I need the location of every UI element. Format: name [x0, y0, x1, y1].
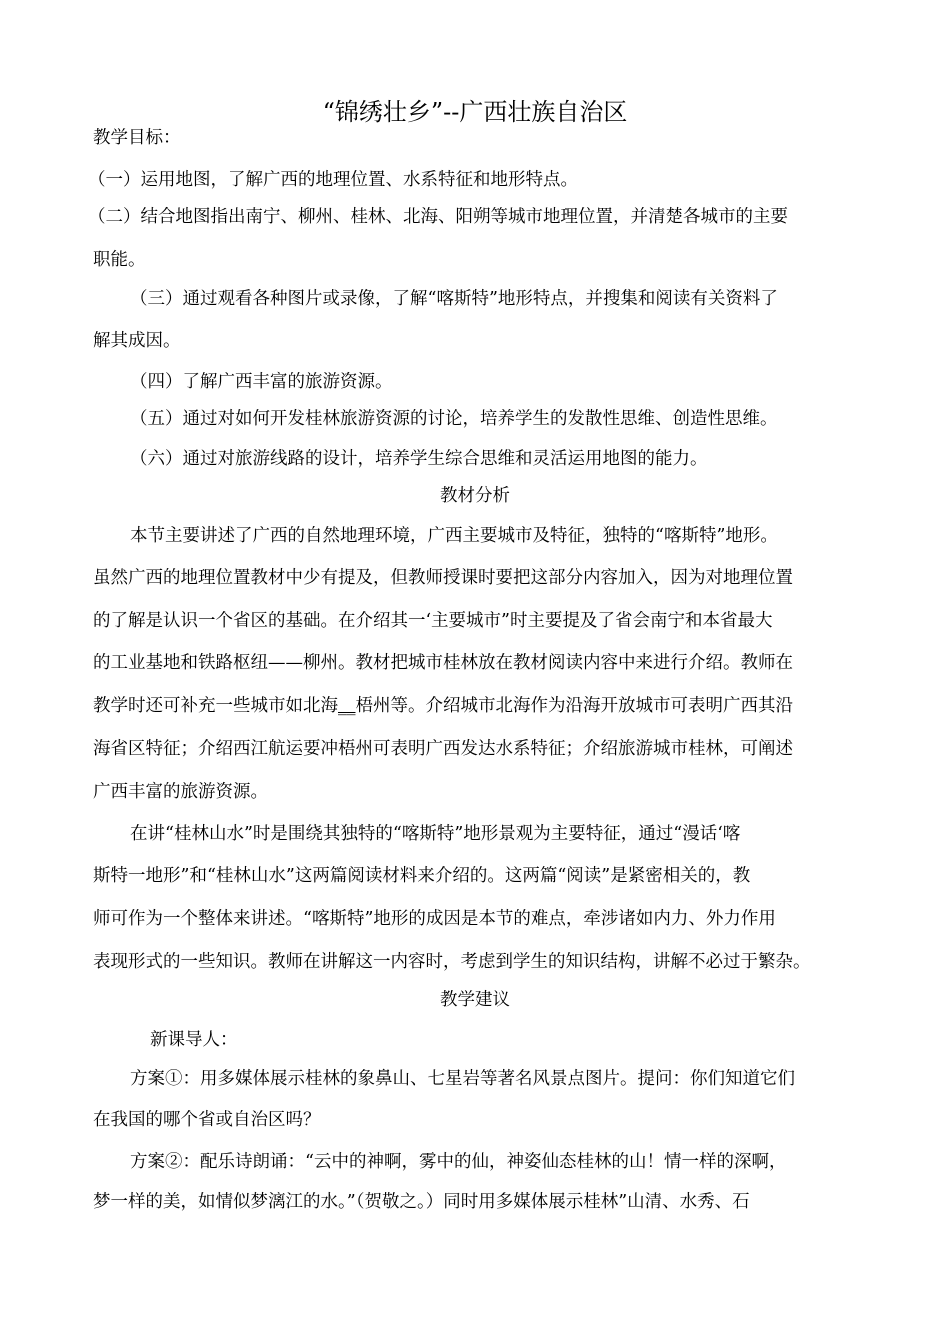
objective-item: 职能。: [93, 250, 146, 270]
analysis-line: 的了解是认识一个省区的基础。在介绍其一‘主要城市”时主要提及了省会南宁和本省最大: [93, 611, 773, 631]
objective-item: （五）通过对如何开发桂林旅游资源的讨论，培养学生的发散性思维、创造性思维。: [130, 409, 778, 429]
analysis-line: 本节主要讲述了广西的自然地理环境，广西主要城市及特征，独特的“喀斯特”地形。: [130, 526, 778, 546]
analysis-line: 在讲“桂林山水”时是围绕其独特的“喀斯特”地形景观为主要特征，通过“漫话‘喀: [130, 824, 741, 844]
suggestion-line: 方案①：用多媒体展示桂林的象鼻山、七星岩等著名风景点图片。提问：你们知道它们: [130, 1069, 795, 1089]
analysis-line-part: 梧州等。介绍城市北海作为沿海开放城市可表明广西其沿: [355, 696, 793, 716]
analysis-line: [93, 694, 793, 718]
objective-item: （一）运用地图，了解广西的地理位置、水系特征和地形特点。: [88, 170, 578, 190]
suggestion-line: 方案②：配乐诗朗诵：“云中的神啊，雾中的仙，神姿仙态桂林的山！情一样的深啊，: [130, 1152, 787, 1172]
suggestions-heading: 教学建议: [440, 990, 510, 1010]
analysis-line: 表现形式的一些知识。教师在讲解这一内容时，考虑到学生的知识结构，讲解不必过于繁杂。: [93, 952, 811, 972]
blank-underline: __: [338, 696, 356, 716]
analysis-line: 广西丰富的旅游资源。: [93, 782, 268, 802]
analysis-line: 虽然广西的地理位置教材中少有提及，但教师授课时要把这部分内容加入，因为对地理位置: [93, 568, 793, 588]
analysis-line: 的工业基地和铁路枢纽——柳州。教材把城市桂林放在教材阅读内容中来进行介绍。教师在: [93, 653, 793, 673]
objective-item: （六）通过对旅游线路的设计，培养学生综合思维和灵活运用地图的能力。: [130, 449, 708, 469]
analysis-line: 斯特一地形”和“桂林山水”这两篇阅读材料来介绍的。这两篇“阅读”是紧密相关的，教: [93, 866, 751, 886]
document-title: “锦绣壮乡”--广西壮族自治区: [322, 98, 628, 126]
analysis-heading: 教材分析: [440, 486, 510, 506]
objective-item: （二）结合地图指出南宁、柳州、桂林、北海、阳朔等城市地理位置，并清楚各城市的主要: [88, 207, 788, 227]
analysis-line-part: 教学时还可补充一些城市如北海: [93, 696, 338, 716]
analysis-line: 海省区特征；介绍西江航运要冲梧州可表明广西发达水系特征；介绍旅游城市桂林，可阐述: [93, 739, 793, 759]
objective-item: 解其成因。: [93, 331, 181, 351]
analysis-line: 师可作为一个整体来讲述。“喀斯特”地形的成因是本节的难点，牵涉诸如内力、外力作用: [93, 909, 776, 929]
suggestion-line: 新课导人：: [150, 1030, 238, 1050]
suggestion-line: 在我国的哪个省或自治区吗？: [93, 1110, 321, 1130]
objective-item: （三）通过观看各种图片或录像，了解“喀斯特”地形特点，并搜集和阅读有关资料了: [130, 289, 778, 309]
suggestion-line: 梦一样的美，如情似梦漓江的水。”（贺敬之。）同时用多媒体展示桂林”山清、水秀、石: [93, 1192, 750, 1212]
objectives-heading: 教学目标：: [93, 128, 181, 148]
objective-item: （四）了解广西丰富的旅游资源。: [130, 372, 393, 392]
